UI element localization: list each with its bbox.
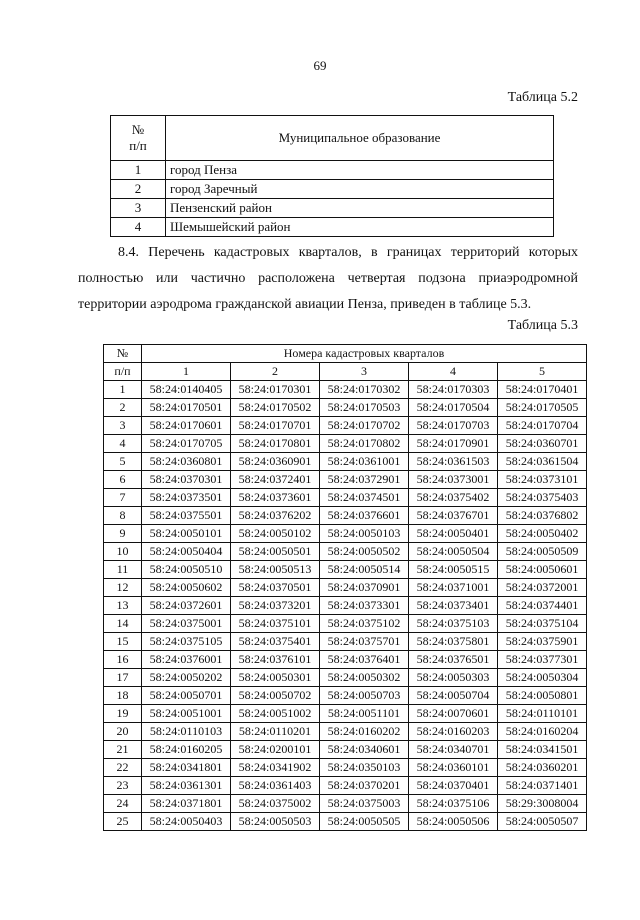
- cadastral-number: 58:24:0373501: [142, 489, 231, 507]
- header-group: Номера кадастровых кварталов: [142, 345, 587, 363]
- cadastral-number: 58:24:0375105: [142, 633, 231, 651]
- table-row: [104, 633, 587, 651]
- cadastral-number: 58:24:0170301: [231, 381, 320, 399]
- cadastral-number: 58:24:0160204: [498, 723, 587, 741]
- cadastral-number: 58:24:0050103: [320, 525, 409, 543]
- cadastral-number: 58:24:0360801: [142, 453, 231, 471]
- cadastral-number: 58:24:0375101: [231, 615, 320, 633]
- cadastral-number: 58:24:0375003: [320, 795, 409, 813]
- cadastral-number: 58:24:0375104: [498, 615, 587, 633]
- row-number: 2: [111, 180, 166, 199]
- row-number: 16: [104, 651, 142, 669]
- cadastral-number: 58:24:0360101: [409, 759, 498, 777]
- cadastral-number: 58:24:0170505: [498, 399, 587, 417]
- cadastral-number: 58:24:0341801: [142, 759, 231, 777]
- cadastral-number: 58:24:0050402: [498, 525, 587, 543]
- cadastral-number: 58:24:0361504: [498, 453, 587, 471]
- cadastral-number: 58:24:0372401: [231, 471, 320, 489]
- cadastral-number: 58:24:0375106: [409, 795, 498, 813]
- table-header-row: [111, 116, 554, 161]
- cadastral-number: 58:24:0371801: [142, 795, 231, 813]
- cadastral-number: 58:24:0170302: [320, 381, 409, 399]
- cadastral-number: 58:24:0050101: [142, 525, 231, 543]
- cadastral-number: 58:24:0375103: [409, 615, 498, 633]
- table-row: [104, 579, 587, 597]
- table-row: [104, 507, 587, 525]
- cadastral-number: 58:24:0375801: [409, 633, 498, 651]
- cadastral-number: 58:24:0341902: [231, 759, 320, 777]
- row-number: 24: [104, 795, 142, 813]
- table-row: [104, 525, 587, 543]
- row-number: 1: [111, 161, 166, 180]
- cadastral-number: 58:24:0160203: [409, 723, 498, 741]
- municipality-table: [110, 115, 554, 237]
- cadastral-number: 58:24:0373001: [409, 471, 498, 489]
- cadastral-number: 58:24:0070601: [409, 705, 498, 723]
- row-number: 14: [104, 615, 142, 633]
- cadastral-number: 58:24:0361503: [409, 453, 498, 471]
- row-number: 8: [104, 507, 142, 525]
- cadastral-number: 58:24:0376101: [231, 651, 320, 669]
- table-row: [104, 687, 587, 705]
- table-row: [104, 417, 587, 435]
- cadastral-number: 58:24:0361301: [142, 777, 231, 795]
- table-5-3-caption: Таблица 5.3: [507, 318, 578, 333]
- table-row: [111, 218, 554, 237]
- cadastral-number: 58:24:0370401: [409, 777, 498, 795]
- cadastral-number: 58:24:0050504: [409, 543, 498, 561]
- cadastral-number: 58:24:0170303: [409, 381, 498, 399]
- table-row: [104, 669, 587, 687]
- cadastral-number: 58:24:0050507: [498, 813, 587, 831]
- row-number: 15: [104, 633, 142, 651]
- cadastral-number: 58:24:0050202: [142, 669, 231, 687]
- table-row: [104, 435, 587, 453]
- cadastral-number: 58:24:0373301: [320, 597, 409, 615]
- cadastral-number: 58:24:0110101: [498, 705, 587, 723]
- cadastral-number: 58:24:0170504: [409, 399, 498, 417]
- cadastral-number: 58:24:0160205: [142, 741, 231, 759]
- cadastral-number: 58:24:0140405: [142, 381, 231, 399]
- table-row: [104, 651, 587, 669]
- table-row: [104, 813, 587, 831]
- row-number: 21: [104, 741, 142, 759]
- cadastral-number: 58:24:0170801: [231, 435, 320, 453]
- cadastral-number: 58:24:0360901: [231, 453, 320, 471]
- column-number: 4: [409, 363, 498, 381]
- cadastral-number: 58:24:0375102: [320, 615, 409, 633]
- row-number: 22: [104, 759, 142, 777]
- cadastral-number: 58:24:0050301: [231, 669, 320, 687]
- row-number: 12: [104, 579, 142, 597]
- cadastral-number: 58:24:0170501: [142, 399, 231, 417]
- cadastral-number: 58:24:0373101: [498, 471, 587, 489]
- cadastral-number: 58:24:0361403: [231, 777, 320, 795]
- row-number: 9: [104, 525, 142, 543]
- cadastral-number: 58:24:0170901: [409, 435, 498, 453]
- cadastral-number: 58:24:0374401: [498, 597, 587, 615]
- table-row: [104, 741, 587, 759]
- cadastral-number: 58:24:0370901: [320, 579, 409, 597]
- table-row: [104, 471, 587, 489]
- cadastral-number: 58:24:0170601: [142, 417, 231, 435]
- cadastral-number: 58:24:0050102: [231, 525, 320, 543]
- cadastral-number: 58:24:0050304: [498, 669, 587, 687]
- cadastral-number: 58:24:0050501: [231, 543, 320, 561]
- cadastral-number: 58:24:0373201: [231, 597, 320, 615]
- cadastral-number: 58:24:0370201: [320, 777, 409, 795]
- row-number: 17: [104, 669, 142, 687]
- cadastral-number: 58:24:0050303: [409, 669, 498, 687]
- cadastral-number: 58:24:0370501: [231, 579, 320, 597]
- table-row: [104, 759, 587, 777]
- row-number: 1: [104, 381, 142, 399]
- cadastral-number: 58:24:0376501: [409, 651, 498, 669]
- cadastral-number: 58:24:0375403: [498, 489, 587, 507]
- cadastral-number: 58:24:0372901: [320, 471, 409, 489]
- row-number: 2: [104, 399, 142, 417]
- cadastral-number: 58:24:0375402: [409, 489, 498, 507]
- row-number: 13: [104, 597, 142, 615]
- cadastral-number: 58:24:0050510: [142, 561, 231, 579]
- table-row: [104, 489, 587, 507]
- cadastral-number: 58:24:0170702: [320, 417, 409, 435]
- table-row: [104, 453, 587, 471]
- paragraph-text: 8.4. Перечень кадастровых кварталов, в границах территорий которых полностью или частично расположена четвертая подзона приаэродромной территории аэродрома гражданской авиации Пенза, приведен в таблице 5.3.: [78, 245, 578, 312]
- cadastral-number: 58:24:0051001: [142, 705, 231, 723]
- cadastral-number: 58:24:0375002: [231, 795, 320, 813]
- municipality-name: город Пенза: [166, 161, 554, 180]
- cadastral-number: 58:24:0371001: [409, 579, 498, 597]
- cadastral-number: 58:24:0340601: [320, 741, 409, 759]
- cadastral-number: 58:24:0170401: [498, 381, 587, 399]
- cadastral-number: 58:24:0170503: [320, 399, 409, 417]
- header-num-symbol: №: [131, 122, 145, 137]
- cadastral-number: 58:24:0051101: [320, 705, 409, 723]
- cadastral-number: 58:24:0170705: [142, 435, 231, 453]
- cadastral-number: 58:24:0361001: [320, 453, 409, 471]
- row-number: 18: [104, 687, 142, 705]
- cadastral-number: 58:24:0360701: [498, 435, 587, 453]
- cadastral-number: 58:24:0373601: [231, 489, 320, 507]
- cadastral-number: 58:24:0376802: [498, 507, 587, 525]
- header-num-abbr: п/п: [104, 363, 142, 381]
- table-row: [111, 161, 554, 180]
- cadastral-number: 58:24:0050302: [320, 669, 409, 687]
- cadastral-number: 58:24:0050602: [142, 579, 231, 597]
- cadastral-number: 58:24:0110103: [142, 723, 231, 741]
- cadastral-number: 58:24:0170703: [409, 417, 498, 435]
- row-number: 25: [104, 813, 142, 831]
- table-row: [104, 399, 587, 417]
- cadastral-number: 58:24:0050505: [320, 813, 409, 831]
- cadastral-number: 58:24:0050513: [231, 561, 320, 579]
- cadastral-number: 58:24:0160202: [320, 723, 409, 741]
- paragraph-8-4: [78, 240, 578, 318]
- cadastral-number: 58:24:0050601: [498, 561, 587, 579]
- cadastral-number: 58:24:0372601: [142, 597, 231, 615]
- row-number: 3: [111, 199, 166, 218]
- table-5-2-caption: Таблица 5.2: [507, 90, 578, 105]
- column-number: 1: [142, 363, 231, 381]
- table-row: [104, 723, 587, 741]
- cadastral-number: 58:24:0375701: [320, 633, 409, 651]
- table-row: [104, 543, 587, 561]
- cadastral-number: 58:24:0375001: [142, 615, 231, 633]
- cadastral-number: 58:24:0050403: [142, 813, 231, 831]
- row-number: 19: [104, 705, 142, 723]
- row-number: 10: [104, 543, 142, 561]
- table-subheader-row: [104, 363, 587, 381]
- column-number: 3: [320, 363, 409, 381]
- cadastral-number: 58:24:0170701: [231, 417, 320, 435]
- table-row: [104, 777, 587, 795]
- cadastral-number: 58:24:0373401: [409, 597, 498, 615]
- row-number: 23: [104, 777, 142, 795]
- cadastral-number: 58:24:0371401: [498, 777, 587, 795]
- cadastral-number: 58:24:0375901: [498, 633, 587, 651]
- cadastral-number: 58:24:0050704: [409, 687, 498, 705]
- cadastral-number: 58:24:0374501: [320, 489, 409, 507]
- table-row: [104, 381, 587, 399]
- cadastral-number: 58:24:0170704: [498, 417, 587, 435]
- cadastral-number: 58:24:0170502: [231, 399, 320, 417]
- cadastral-number: 58:24:0050502: [320, 543, 409, 561]
- cadastral-number: 58:24:0375501: [142, 507, 231, 525]
- table-row: [104, 615, 587, 633]
- header-num-symbol: №: [104, 345, 142, 363]
- cadastral-number: 58:24:0050514: [320, 561, 409, 579]
- cadastral-quarters-table: [103, 344, 587, 831]
- municipality-name: Пензенский район: [166, 199, 554, 218]
- cadastral-number: 58:24:0376401: [320, 651, 409, 669]
- cadastral-number: 58:24:0050503: [231, 813, 320, 831]
- header-num: [111, 116, 166, 161]
- cadastral-number: 58:24:0376202: [231, 507, 320, 525]
- row-number: 4: [104, 435, 142, 453]
- cadastral-number: 58:24:0050515: [409, 561, 498, 579]
- row-number: 4: [111, 218, 166, 237]
- cadastral-number: 58:24:0050801: [498, 687, 587, 705]
- table-row: [104, 795, 587, 813]
- table-row: [111, 180, 554, 199]
- municipality-name: город Заречный: [166, 180, 554, 199]
- cadastral-number: 58:24:0372001: [498, 579, 587, 597]
- cadastral-number: 58:29:3008004: [498, 795, 587, 813]
- row-number: 7: [104, 489, 142, 507]
- row-number: 11: [104, 561, 142, 579]
- cadastral-number: 58:24:0050404: [142, 543, 231, 561]
- cadastral-number: 58:24:0051002: [231, 705, 320, 723]
- page-number: 69: [313, 58, 327, 73]
- cadastral-number: 58:24:0050506: [409, 813, 498, 831]
- cadastral-number: 58:24:0376601: [320, 507, 409, 525]
- cadastral-number: 58:24:0110201: [231, 723, 320, 741]
- row-number: 20: [104, 723, 142, 741]
- cadastral-number: 58:24:0341501: [498, 741, 587, 759]
- row-number: 6: [104, 471, 142, 489]
- table-row: [104, 597, 587, 615]
- cadastral-number: 58:24:0200101: [231, 741, 320, 759]
- table-header-row: [104, 345, 587, 363]
- row-number: 3: [104, 417, 142, 435]
- column-number: 5: [498, 363, 587, 381]
- cadastral-number: 58:24:0376001: [142, 651, 231, 669]
- table-row: [111, 199, 554, 218]
- header-municipality: Муниципальное образование: [166, 116, 554, 161]
- municipality-name: Шемышейский район: [166, 218, 554, 237]
- cadastral-number: 58:24:0370301: [142, 471, 231, 489]
- row-number: 5: [104, 453, 142, 471]
- cadastral-number: 58:24:0050509: [498, 543, 587, 561]
- cadastral-number: 58:24:0170802: [320, 435, 409, 453]
- cadastral-number: 58:24:0050701: [142, 687, 231, 705]
- cadastral-number: 58:24:0376701: [409, 507, 498, 525]
- header-num-abbr: п/п: [129, 138, 147, 153]
- cadastral-number: 58:24:0050702: [231, 687, 320, 705]
- cadastral-number: 58:24:0340701: [409, 741, 498, 759]
- column-number: 2: [231, 363, 320, 381]
- cadastral-number: 58:24:0375401: [231, 633, 320, 651]
- table-row: [104, 561, 587, 579]
- cadastral-number: 58:24:0050703: [320, 687, 409, 705]
- cadastral-number: 58:24:0050401: [409, 525, 498, 543]
- cadastral-number: 58:24:0350103: [320, 759, 409, 777]
- table-row: [104, 705, 587, 723]
- cadastral-number: 58:24:0360201: [498, 759, 587, 777]
- cadastral-number: 58:24:0377301: [498, 651, 587, 669]
